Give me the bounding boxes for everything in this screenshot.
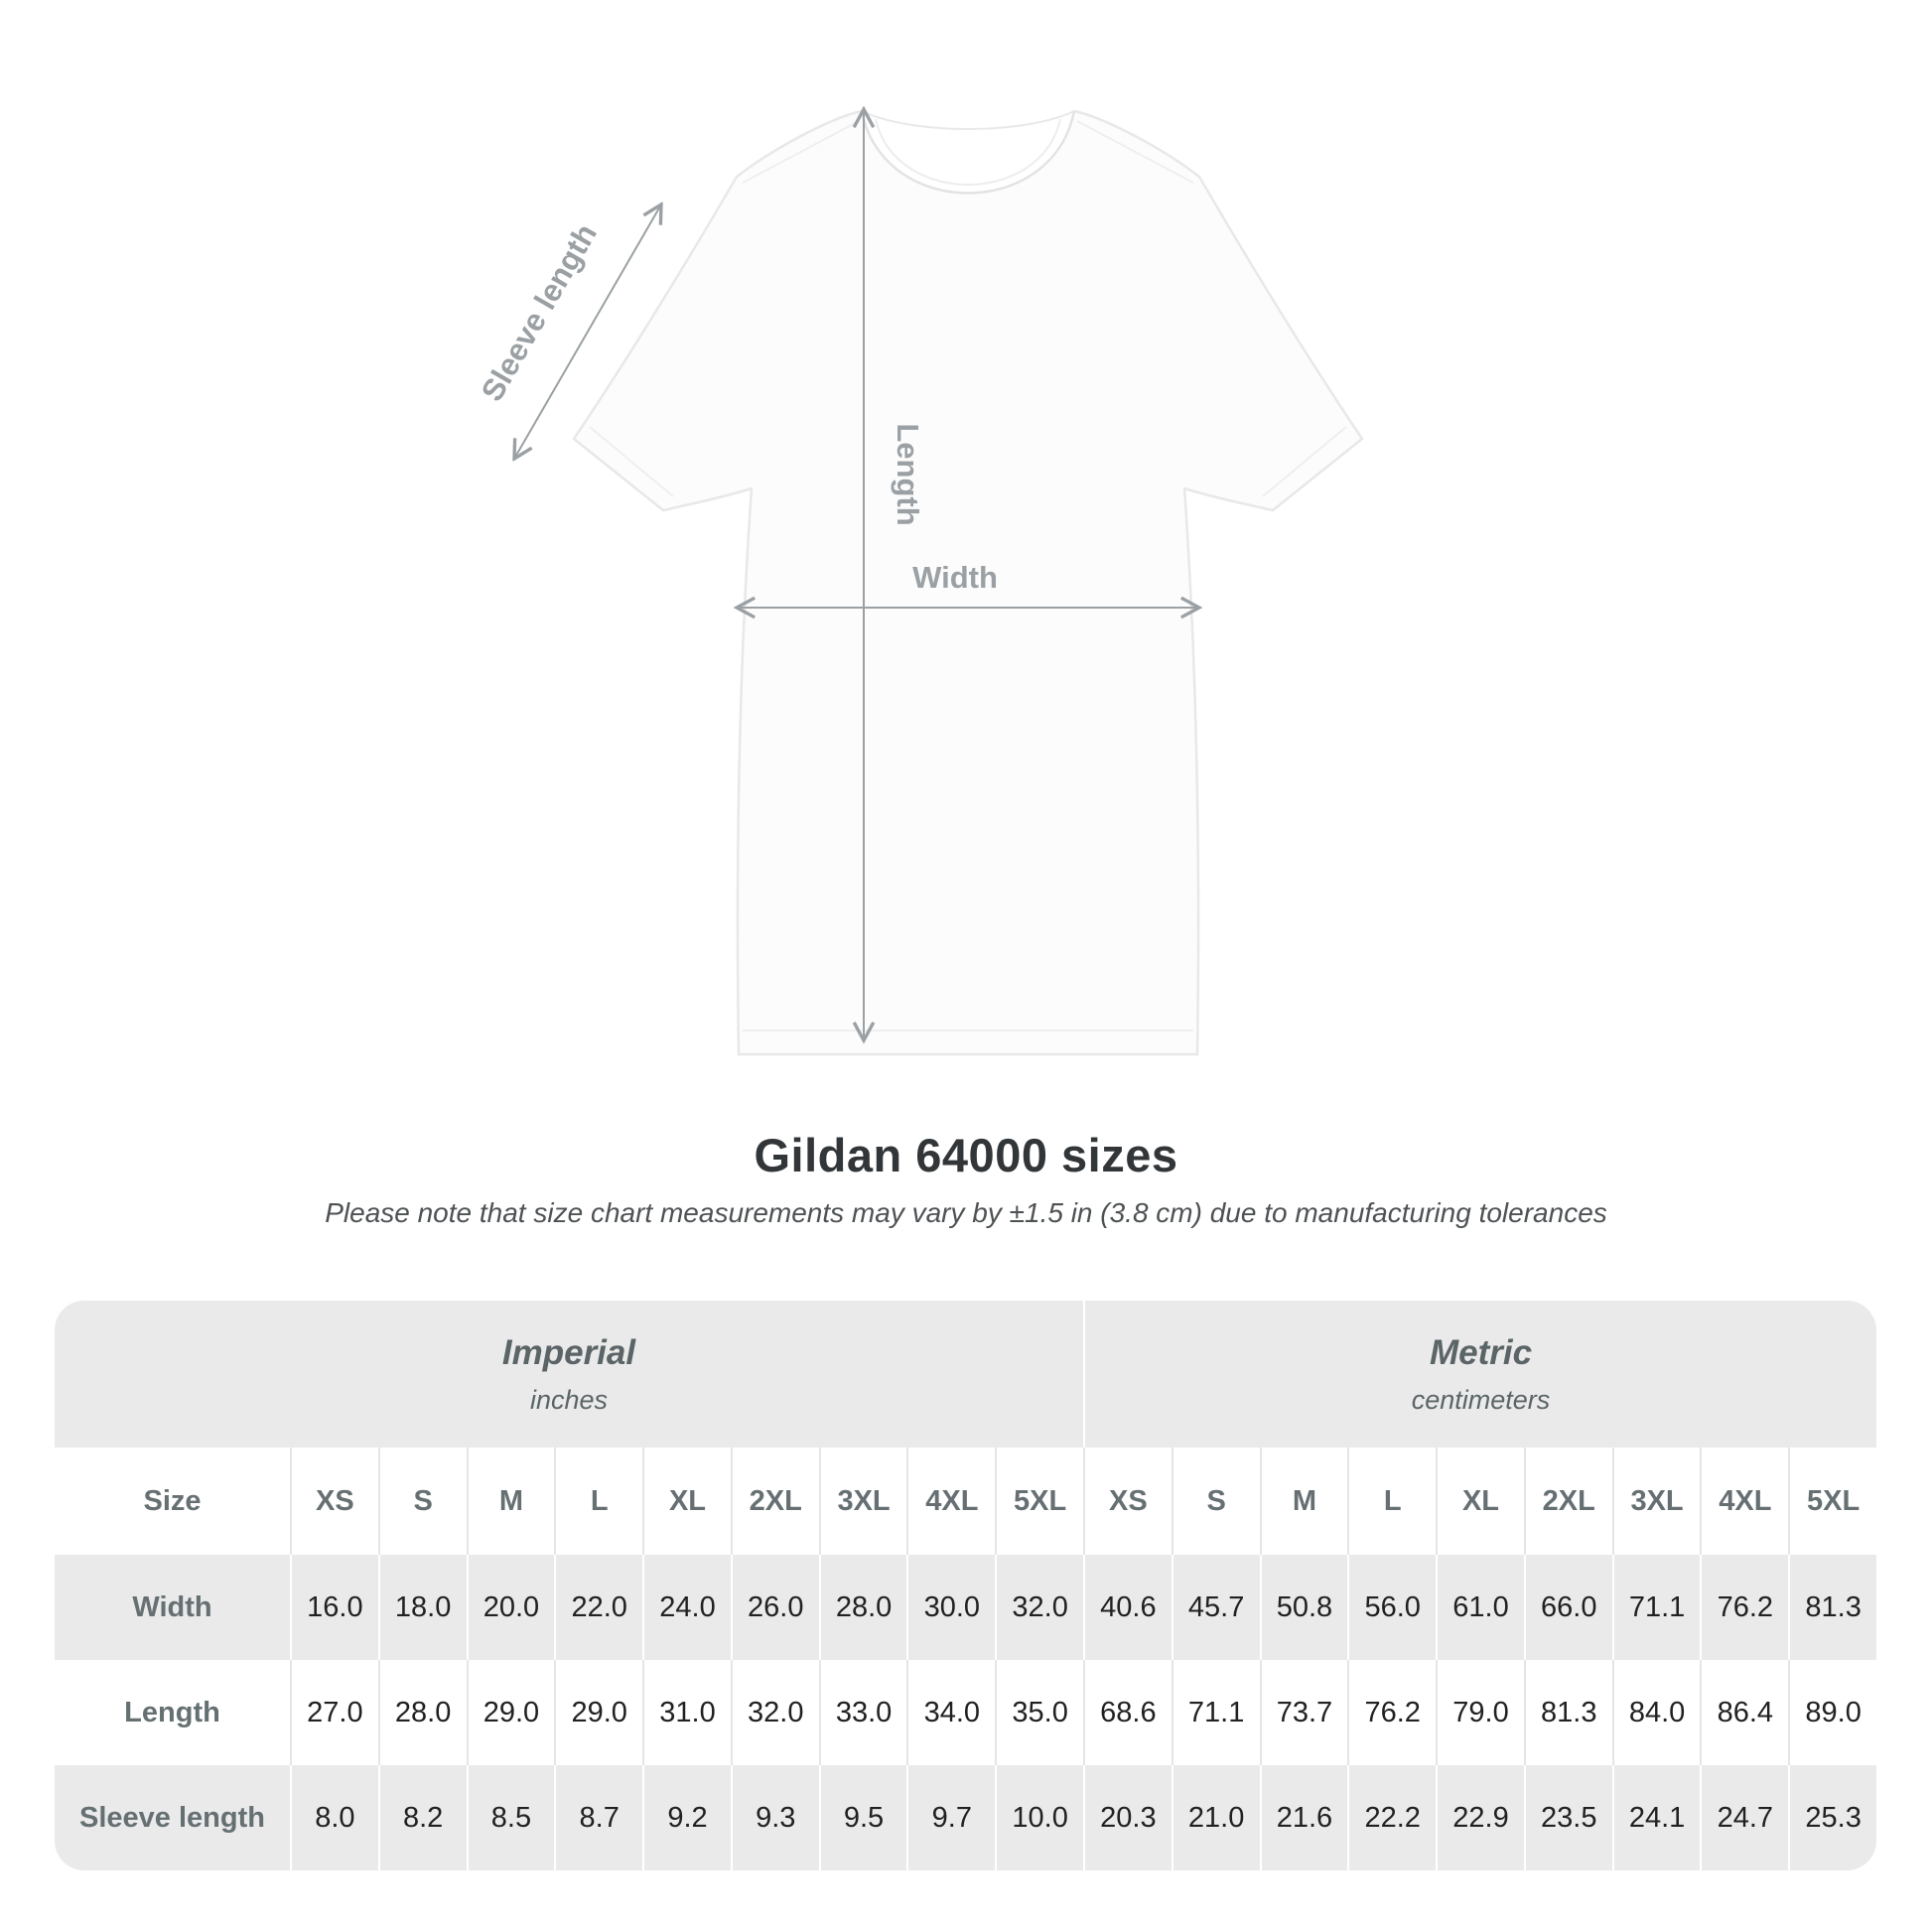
tolerance-note: Please note that size chart measurements may vary by ±1.5 in (3.8 cm) due to manufacturing tolerances <box>325 1197 1607 1228</box>
width-label: Width <box>912 560 998 595</box>
size-header-cell: 4XL <box>1700 1448 1788 1555</box>
sleeve-length-label: Sleeve length <box>474 217 605 408</box>
value-cell: 9.3 <box>731 1765 819 1870</box>
value-cell: 81.3 <box>1524 1660 1612 1765</box>
imperial-band-title: Imperial <box>501 1332 636 1372</box>
value-cell: 35.0 <box>995 1660 1083 1765</box>
size-header-cell: S <box>1172 1448 1260 1555</box>
value-cell: 20.0 <box>467 1555 555 1660</box>
size-header-cell: M <box>1260 1448 1348 1555</box>
value-cell: 30.0 <box>906 1555 995 1660</box>
size-header-cell: 2XL <box>731 1448 819 1555</box>
row-label: Sleeve length <box>55 1765 290 1870</box>
value-cell: 22.2 <box>1347 1765 1436 1870</box>
value-cell: 32.0 <box>995 1555 1083 1660</box>
value-cell: 50.8 <box>1260 1555 1348 1660</box>
value-cell: 61.0 <box>1436 1555 1524 1660</box>
size-header-cell: 5XL <box>1788 1448 1876 1555</box>
size-header-cell: 2XL <box>1524 1448 1612 1555</box>
size-table <box>55 1301 1876 1870</box>
size-header-cell: 5XL <box>995 1448 1083 1555</box>
imperial-band <box>55 1301 1083 1448</box>
size-header-cell: 3XL <box>1612 1448 1701 1555</box>
value-cell: 18.0 <box>378 1555 467 1660</box>
value-cell: 86.4 <box>1700 1660 1788 1765</box>
value-cell: 56.0 <box>1347 1555 1436 1660</box>
size-header-cell: L <box>554 1448 642 1555</box>
value-cell: 45.7 <box>1172 1555 1260 1660</box>
value-cell: 22.0 <box>554 1555 642 1660</box>
value-cell: 73.7 <box>1260 1660 1348 1765</box>
value-cell: 21.6 <box>1260 1765 1348 1870</box>
value-cell: 8.0 <box>290 1765 378 1870</box>
value-cell: 66.0 <box>1524 1555 1612 1660</box>
value-cell: 71.1 <box>1172 1660 1260 1765</box>
value-cell: 8.7 <box>554 1765 642 1870</box>
value-cell: 24.1 <box>1612 1765 1701 1870</box>
value-cell: 10.0 <box>995 1765 1083 1870</box>
value-cell: 32.0 <box>731 1660 819 1765</box>
length-label: Length <box>891 423 925 526</box>
value-cell: 16.0 <box>290 1555 378 1660</box>
value-cell: 20.3 <box>1083 1765 1172 1870</box>
row-label: Length <box>55 1660 290 1765</box>
value-cell: 25.3 <box>1788 1765 1876 1870</box>
row-label: Width <box>55 1555 290 1660</box>
value-cell: 34.0 <box>906 1660 995 1765</box>
metric-band-unit: centimeters <box>1411 1384 1551 1415</box>
size-header-cell: S <box>378 1448 467 1555</box>
value-cell: 8.5 <box>467 1765 555 1870</box>
value-cell: 28.0 <box>819 1555 907 1660</box>
metric-band-title: Metric <box>1429 1332 1533 1372</box>
size-header-cell: XL <box>642 1448 731 1555</box>
value-cell: 68.6 <box>1083 1660 1172 1765</box>
value-cell: 9.7 <box>906 1765 995 1870</box>
size-header-cell: XS <box>1083 1448 1172 1555</box>
value-cell: 79.0 <box>1436 1660 1524 1765</box>
value-cell: 8.2 <box>378 1765 467 1870</box>
value-cell: 84.0 <box>1612 1660 1701 1765</box>
size-header-cell: L <box>1347 1448 1436 1555</box>
value-cell: 24.0 <box>642 1555 731 1660</box>
size-header-cell: M <box>467 1448 555 1555</box>
value-cell: 23.5 <box>1524 1765 1612 1870</box>
value-cell: 24.7 <box>1700 1765 1788 1870</box>
value-cell: 9.2 <box>642 1765 731 1870</box>
size-header-cell: XL <box>1436 1448 1524 1555</box>
value-cell: 89.0 <box>1788 1660 1876 1765</box>
value-cell: 26.0 <box>731 1555 819 1660</box>
imperial-band-unit: inches <box>529 1384 609 1415</box>
value-cell: 9.5 <box>819 1765 907 1870</box>
size-header-cell: 4XL <box>906 1448 995 1555</box>
value-cell: 33.0 <box>819 1660 907 1765</box>
value-cell: 28.0 <box>378 1660 467 1765</box>
metric-band <box>1083 1301 1876 1448</box>
value-cell: 21.0 <box>1172 1765 1260 1870</box>
value-cell: 29.0 <box>554 1660 642 1765</box>
value-cell: 81.3 <box>1788 1555 1876 1660</box>
value-cell: 40.6 <box>1083 1555 1172 1660</box>
value-cell: 76.2 <box>1700 1555 1788 1660</box>
size-header-cell: XS <box>290 1448 378 1555</box>
size-column-header: Size <box>55 1448 290 1555</box>
value-cell: 71.1 <box>1612 1555 1701 1660</box>
value-cell: 76.2 <box>1347 1660 1436 1765</box>
value-cell: 31.0 <box>642 1660 731 1765</box>
value-cell: 29.0 <box>467 1660 555 1765</box>
size-header-cell: 3XL <box>819 1448 907 1555</box>
value-cell: 27.0 <box>290 1660 378 1765</box>
value-cell: 22.9 <box>1436 1765 1524 1870</box>
page-title: Gildan 64000 sizes <box>754 1129 1178 1181</box>
